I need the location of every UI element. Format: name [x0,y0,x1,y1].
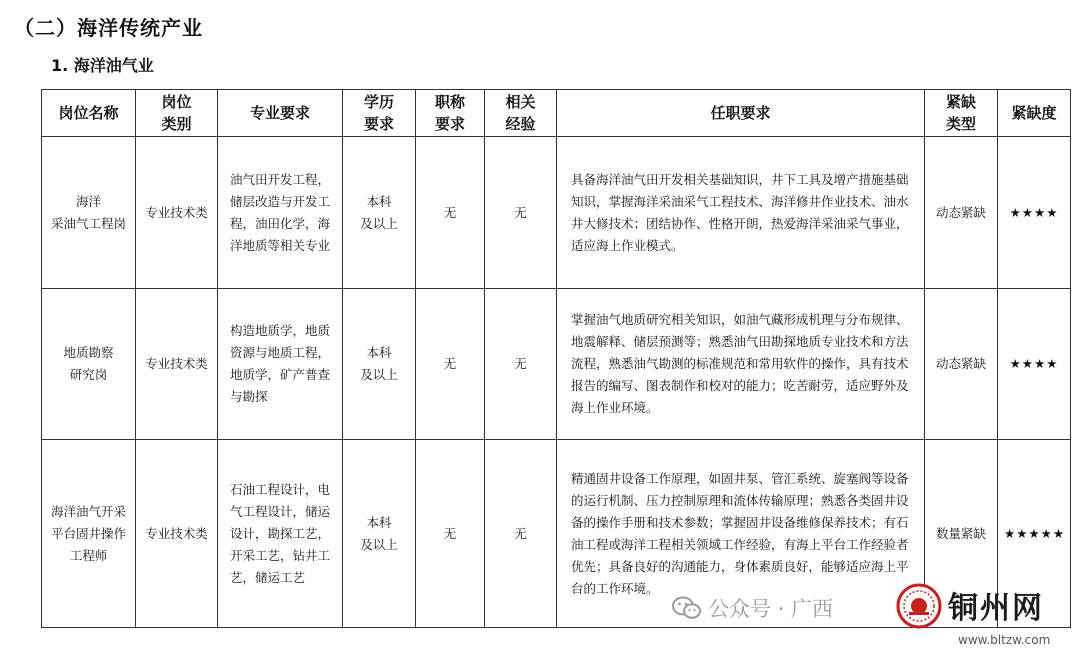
seal-icon [896,583,942,629]
header-cell: 紧缺度 [998,90,1071,137]
shortage-type: 动态紧缺 [925,289,998,440]
experience-requirement: 无 [485,440,557,628]
title-requirement: 无 [416,440,485,628]
position-category: 专业技术类 [136,137,218,289]
header-cell: 专业要求 [218,90,343,137]
header-cell: 职称 要求 [416,90,485,137]
job-requirements: 精通固井设备工作原理，如固井泵、管汇系统、旋塞阀等设备的运行机制、压力控制原理和流体传输原理；熟悉各类固井设备的操作手册和技术参数；掌握固井设备维修保养技术；有石油工程或海洋工程相关领域工作经验，有海上平台工作经验者优先；具备良好的沟通能力，身体素质良好，能够适应海上平台的工作环境。 [557,440,925,628]
position-name: 海洋 采油气工程岗 [42,137,136,289]
education-requirement: 本科 及以上 [343,137,416,289]
wechat-watermark [672,588,833,628]
education-requirement: 本科 及以上 [343,440,416,628]
experience-requirement: 无 [485,289,557,440]
site-logo: 铜州网 [948,591,1044,626]
position-category: 专业技术类 [136,440,218,628]
header-cell: 岗位名称 [42,90,136,137]
position-name: 地质勘察 研究岗 [42,289,136,440]
education-requirement: 本科 及以上 [343,289,416,440]
site-url: www.bltzw.com [958,633,1051,647]
table-header-row [42,90,1071,137]
shortage-level-stars: ★★★★ [998,289,1071,440]
header-cell: 相关 经验 [485,90,557,137]
job-requirements: 具备海洋油气田开发相关基础知识，井下工具及增产措施基础知识，掌握海洋采油采气工程技术、海洋修井作业技术、油水井大修技术；团结协作、性格开朗，热爱海洋采油采气事业，适应海上作业模式。 [557,137,925,289]
table-row [42,289,1071,440]
position-category: 专业技术类 [136,289,218,440]
shortage-level-stars: ★★★★★ [998,440,1071,628]
shortage-type: 数量紧缺 [925,440,998,628]
talent-shortage-table [41,89,1071,628]
job-requirements: 掌握油气地质研究相关知识，如油气藏形成机理与分布规律、地震解释、储层预测等；熟悉油气田勘探地质专业技术和方法流程，熟悉油气勘测的标准规范和常用软件的操作，具有技术报告的编写、图表制作和校对的能力；吃苦耐劳，适应野外及海上作业环境。 [557,289,925,440]
header-cell: 任职要求 [557,90,925,137]
header-cell: 学历 要求 [343,90,416,137]
subsection-title: 1. 海洋油气业 [51,56,154,75]
experience-requirement: 无 [485,137,557,289]
title-requirement: 无 [416,137,485,289]
watermark-text: 公众号 · 广西 [708,597,834,621]
position-name: 海洋油气开采 平台固井操作 工程师 [42,440,136,628]
wechat-icon [672,595,702,621]
shortage-level-stars: ★★★★ [998,137,1071,289]
title-requirement: 无 [416,289,485,440]
major-requirement: 构造地质学，地质资源与地质工程，地质学，矿产普查与勘探 [218,289,343,440]
table-row [42,137,1071,289]
shortage-type: 动态紧缺 [925,137,998,289]
header-cell: 紧缺 类型 [925,90,998,137]
major-requirement: 石油工程设计，电气工程设计，储运设计，勘探工艺，开采工艺，钻井工艺，储运工艺 [218,440,343,628]
header-cell: 岗位 类别 [136,90,218,137]
section-title: （二）海洋传统产业 [14,16,203,40]
major-requirement: 油气田开发工程，储层改造与开发工程，油田化学，海洋地质等相关专业 [218,137,343,289]
